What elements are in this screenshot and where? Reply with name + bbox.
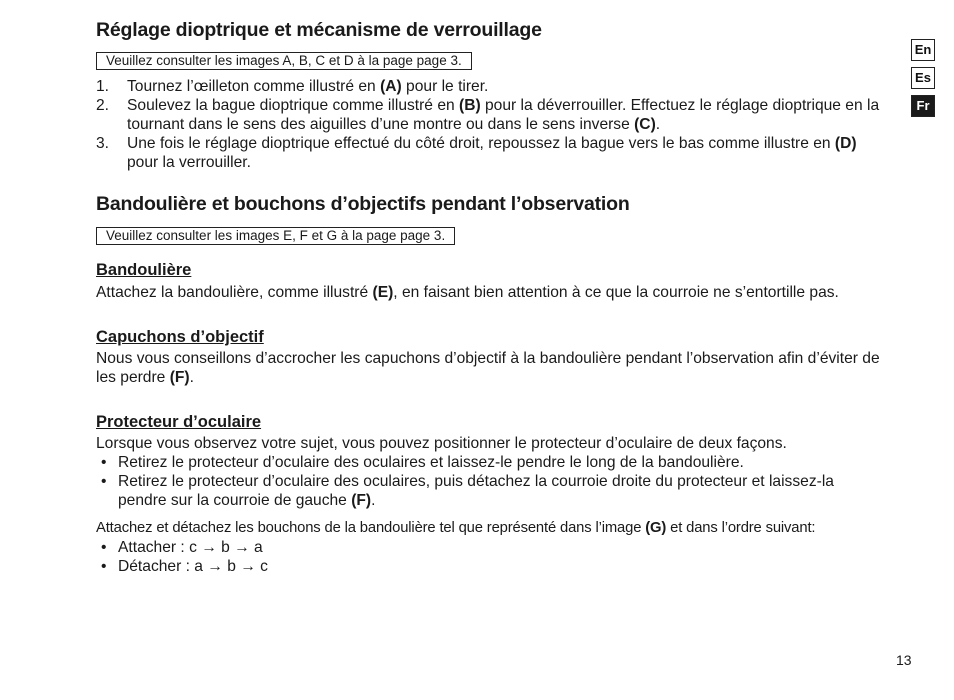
dioptre-steps-list [96,77,886,172]
language-tab-fr[interactable]: Fr [911,95,935,117]
list-item: 2. Soulevez la bague dioptrique comme illustré en (B) pour la déverrouiller. Effectuez le réglage dioptrique en la tournant dans le sens des aiguilles d’une montre ou dans le sens inverse (C). [96,97,880,133]
eyepiece-bullets [96,453,886,510]
list-item: • Retirez le protecteur d’oculaire des oculaires, puis détachez la courroie droite du protecteur et laissez-la pendre sur la courroie de gauche (F). [101,473,834,509]
section-title-dioptre: Réglage dioptrique et mécanisme de verrouillage [96,19,542,41]
caps-paragraph: Nous vous conseillons d’accrocher les capuchons d’objectif à la bandoulière pendant l’observation afin d’éviter de les perdre (F). [96,350,880,386]
list-item: 1. Tournez l’œilleton comme illustré en (A) pour le tirer. [96,78,489,95]
image-reference-box: Veuillez consulter les images A, B, C et D à la page page 3. [96,52,472,70]
attach-order-intro: Attachez et détachez les bouchons de la bandoulière tel que représenté dans l’image (G) et dans l’ordre suivant: [96,520,816,536]
page-number: 13 [896,652,912,668]
image-reference-box: Veuillez consulter les images E, F et G à la page page 3. [96,227,455,245]
language-tab-es[interactable]: Es [911,67,935,89]
list-item: 3. Une fois le réglage dioptrique effectué du côté droit, repoussez la bague vers le bas comme illustre en (D) pour la verrouiller. [96,135,857,171]
attach-order-list [96,538,886,576]
list-item: • Détacher : a → b → c [101,558,268,575]
list-item: • Retirez le protecteur d’oculaire des oculaires et laissez-le pendre le long de la bandoulière. [101,454,744,471]
eyepiece-intro: Lorsque vous observez votre sujet, vous pouvez positionner le protecteur d’oculaire de deux façons. [96,435,787,452]
subheading-protecteur: Protecteur d’oculaire [96,413,262,431]
subheading-bandouliere: Bandoulière [96,261,192,279]
language-tab-en[interactable]: En [911,39,935,61]
section-title-strap: Bandoulière et bouchons d’objectifs pendant l’observation [96,193,630,215]
list-item: • Attacher : c → b → a [101,539,263,556]
subheading-capuchons: Capuchons d’objectif [96,328,264,346]
strap-paragraph: Attachez la bandoulière, comme illustré (E), en faisant bien attention à ce que la courroie ne s’entortille pas. [96,284,839,301]
